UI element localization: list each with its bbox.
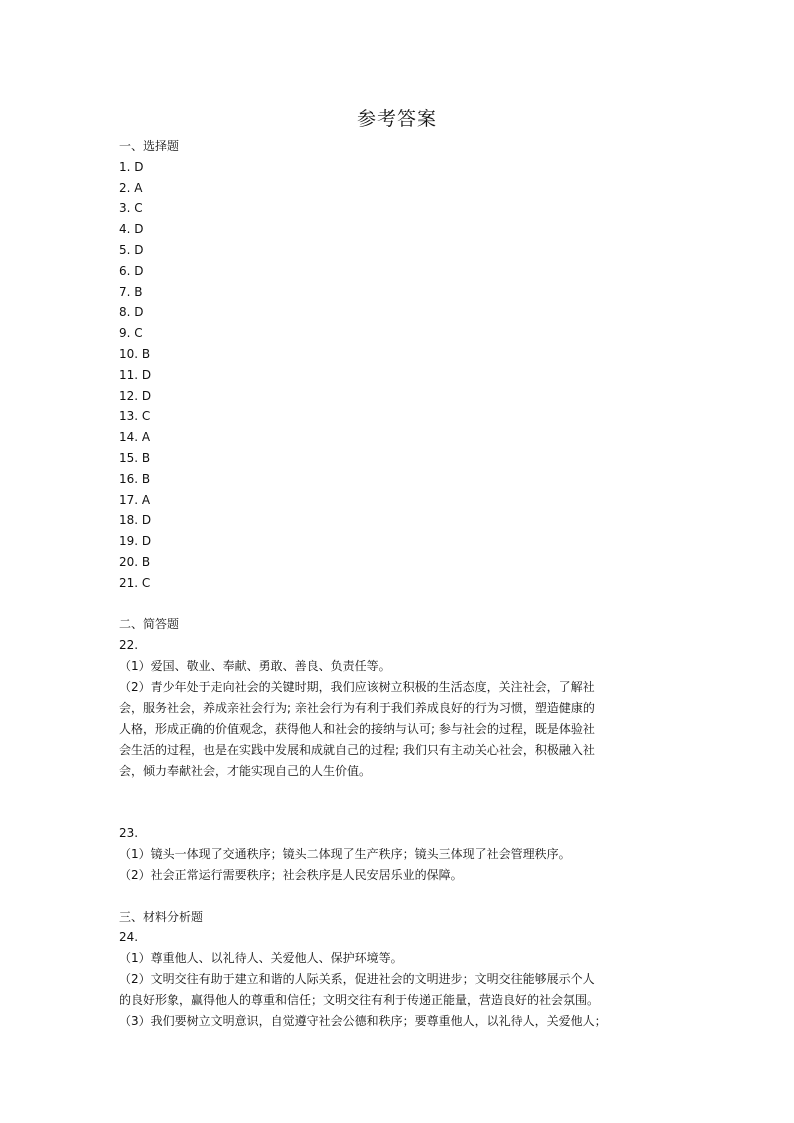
choice-answer-item: 8. D <box>119 305 144 320</box>
section-heading-material-analysis: 三、材料分析题 <box>119 909 204 924</box>
section-heading-short-answer: 二、简答题 <box>119 617 180 632</box>
q24-answer-2 <box>119 969 679 1011</box>
choice-answer-item: 17. A <box>119 492 151 507</box>
choice-answer-item: 19. D <box>119 534 152 549</box>
choice-answer-item: 18. D <box>119 513 152 528</box>
choice-answer-item: 15. B <box>119 450 151 465</box>
choice-answer-item: 13. C <box>119 409 151 424</box>
q23-answer-2: （2）社会正常运行需要秩序；社会秩序是人民安居乐业的保障。 <box>119 867 463 882</box>
spacer <box>119 886 679 907</box>
choice-answer-item: 12. D <box>119 388 152 403</box>
q22-answer-2 <box>119 677 679 782</box>
page-title: 参考答案 <box>356 108 437 130</box>
choice-answer-item: 3. C <box>119 201 143 216</box>
choice-answer-item: 7. B <box>119 284 143 299</box>
choice-answer-item: 21. C <box>119 575 151 590</box>
choice-answer-list <box>119 157 679 594</box>
spacer <box>119 803 679 824</box>
choice-answer-item: 4. D <box>119 222 144 237</box>
q22-answer-2-line: 会，服务社会，养成亲社会行为; 亲社会行为有利于我们养成良好的行为习惯，塑造健康的 <box>119 700 595 715</box>
spacer <box>119 782 679 803</box>
choice-answer-item: 5. D <box>119 242 144 257</box>
q24-answer-1: （1）尊重他人、以礼待人、关爱他人、保护环境等。 <box>119 951 403 966</box>
q24-answer-2-line: （2）文明交往有助于建立和谐的人际关系，促进社会的文明进步；文明交往能够展示个人 <box>119 971 595 986</box>
q22-answer-2-line: 人格，形成正确的价值观念，获得他人和社会的接纳与认可; 参与社会的过程，既是体验社 <box>119 721 595 736</box>
answers-content <box>119 136 679 1032</box>
choice-answer-item: 2. A <box>119 180 143 195</box>
choice-answer-item: 10. B <box>119 346 151 361</box>
choice-answer-item: 11. D <box>119 367 152 382</box>
q24-answer-2-line: 的良好形象，赢得他人的尊重和信任；文明交往有利于传递正能量，营造良好的社会氛围。 <box>119 992 600 1007</box>
q23-answer-1: （1）镜头一体现了交通秩序；镜头二体现了生产秩序；镜头三体现了社会管理秩序。 <box>119 847 571 862</box>
question-number-23: 23. <box>119 826 139 841</box>
q22-answer-2-line: 会生活的过程，也是在实践中发展和成就自己的过程; 我们只有主动关心社会，积极融入社 <box>119 742 595 757</box>
question-number-22: 22. <box>119 638 139 653</box>
choice-answer-item: 16. B <box>119 471 151 486</box>
section-heading-choice: 一、选择题 <box>119 139 180 153</box>
choice-answer-item: 9. C <box>119 326 143 341</box>
spacer <box>119 594 679 615</box>
q22-answer-2-line: 会，倾力奉献社会，才能实现自己的人生价值。 <box>119 763 372 778</box>
choice-answer-item: 6. D <box>119 263 144 278</box>
choice-answer-item: 20. B <box>119 554 151 569</box>
choice-answer-item: 1. D <box>119 159 144 174</box>
question-number-24: 24. <box>119 930 139 945</box>
q24-answer-3: （3）我们要树立文明意识，自觉遵守社会公德和秩序；要尊重他人，以礼待人，关爱他人； <box>119 1013 607 1028</box>
q22-answer-1: （1）爱国、敬业、奉献、勇敢、善良、负责任等。 <box>119 658 391 673</box>
choice-answer-item: 14. A <box>119 430 151 445</box>
q22-answer-2-line: （2）青少年处于走向社会的关键时期，我们应该树立积极的生活态度，关注社会，了解社 <box>119 679 595 694</box>
